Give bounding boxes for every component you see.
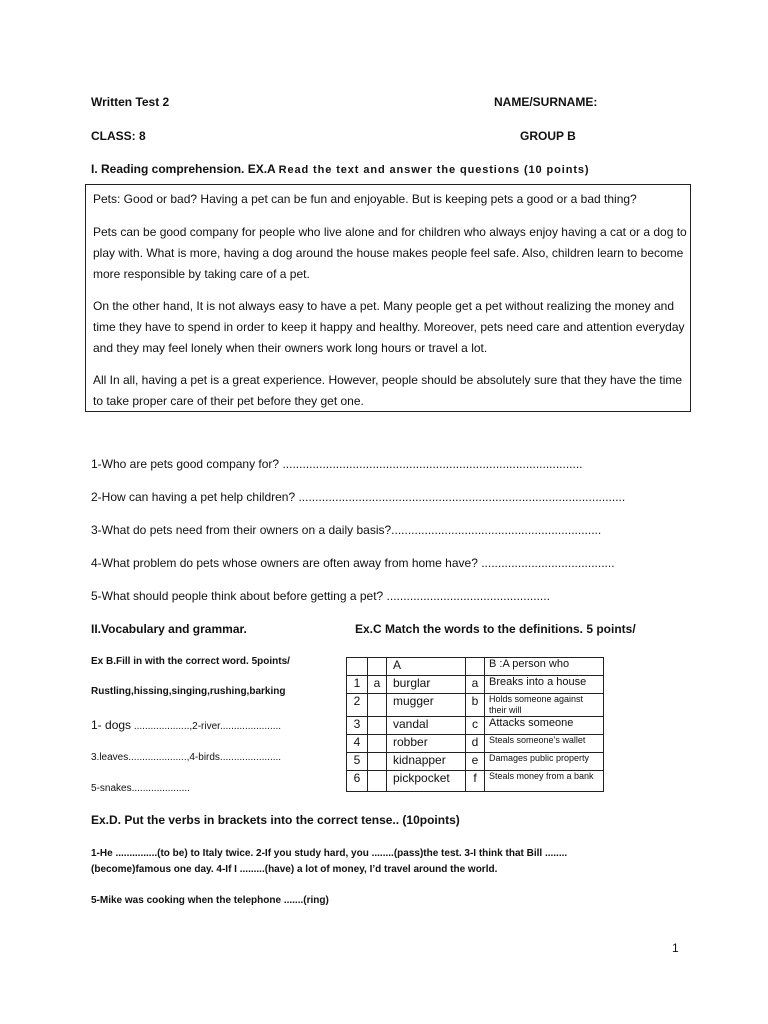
table-row — [347, 676, 604, 694]
question-3: 3-What do pets need from their owners on a daily basis?............................................................... — [91, 523, 602, 537]
question-5: 5-What should people think about before getting a pet? ................................................. — [91, 589, 550, 603]
answer-cell — [368, 694, 387, 717]
definition-letter: e — [466, 753, 485, 771]
row-number: 4 — [347, 735, 368, 753]
answer-cell — [368, 717, 387, 735]
reading-heading-main: I. Reading comprehension. EX.A — [91, 162, 279, 176]
definition-letter: f — [466, 771, 485, 792]
reading-heading-instruction: Read the text and answer the questions (10 points) — [278, 164, 590, 176]
definition-cell: Holds someone against their will — [485, 694, 604, 717]
reading-paragraph-2: On the other hand, It is not always easy to have a pet. Many people get a pet without realizing the money and time they have to spend in order to keep it happy and healthy. Moreover, pets need care and attention everyday and they may feel lonely when their owners work long hours or travel a lot. — [93, 299, 685, 355]
definition-letter: c — [466, 717, 485, 735]
question-1: 1-Who are pets good company for? .......................................................................................... — [91, 457, 583, 471]
header-empty-cell — [368, 658, 387, 676]
column-b-header: B :A person who — [485, 658, 604, 676]
definition-cell: Breaks into a house — [485, 676, 604, 694]
question-4: 4-What problem do pets whose owners are often away from home have? ........................................ — [91, 556, 615, 570]
definition-cell: Damages public property — [485, 753, 604, 771]
matching-table-header — [347, 658, 604, 676]
class-label: CLASS: 8 — [91, 129, 146, 143]
word-cell: burglar — [387, 676, 466, 694]
fill-item-blanks: ....................,2-river...................... — [131, 721, 282, 732]
header-empty-cell — [347, 658, 368, 676]
exercise-d-line-2: (become)famous one day. 4-If I .........(have) a lot of money, I’d travel around the world. — [91, 864, 498, 875]
word-cell: vandal — [387, 717, 466, 735]
exercise-c-heading: Ex.C Match the words to the definitions. 5 points/ — [355, 622, 636, 636]
question-2: 2-How can having a pet help children? .................................................................................................. — [91, 490, 626, 504]
exercise-d-line-3: 5-Mike was cooking when the telephone .......(ring) — [91, 895, 329, 906]
row-number: 5 — [347, 753, 368, 771]
vocab-grammar-heading: II.Vocabulary and grammar. — [91, 622, 247, 636]
fill-item-5: 5-snakes..................... — [91, 783, 190, 794]
group-label: GROUP B — [520, 129, 576, 143]
table-row — [347, 771, 604, 792]
row-number: 1 — [347, 676, 368, 694]
reading-paragraph-1: Pets can be good company for people who live alone and for children who always enjoy having a cat or a dog to play with. What is more, having a dog around the house makes people feel safe. Also, children learn to become more responsible by taking care of a pet. — [93, 225, 687, 281]
word-cell: robber — [387, 735, 466, 753]
word-cell: pickpocket — [387, 771, 466, 792]
reading-heading — [91, 160, 589, 178]
word-cell: kidnapper — [387, 753, 466, 771]
answer-cell — [368, 735, 387, 753]
definition-letter: a — [466, 676, 485, 694]
row-number: 6 — [347, 771, 368, 792]
definition-cell: Steals someone’s wallet — [485, 735, 604, 753]
column-a-header: A — [387, 658, 466, 676]
reading-title-line: Pets: Good or bad? Having a pet can be fun and enjoyable. But is keeping pets a good or a bad thing? — [93, 192, 637, 206]
fill-item-prefix: 1- — [91, 718, 106, 732]
table-row — [347, 753, 604, 771]
matching-table — [346, 657, 604, 792]
fill-item-3-4: 3.leaves.....................,4-birds...................... — [91, 752, 282, 763]
definition-cell: Steals money from a bank — [485, 771, 604, 792]
answer-cell — [368, 753, 387, 771]
page-number: 1 — [672, 941, 679, 955]
header-empty-cell — [466, 658, 485, 676]
test-title: Written Test 2 — [91, 95, 170, 109]
exercise-d-line-1: 1-He ...............(to be) to Italy twice. 2-If you study hard, you ........(pass)the test. 3-I think that Bill ........ — [91, 848, 568, 859]
definition-letter: b — [466, 694, 485, 717]
table-row — [347, 717, 604, 735]
exercise-d-heading: Ex.D. Put the verbs in brackets into the correct tense.. (10points) — [91, 813, 460, 827]
fill-item-1-2 — [91, 718, 281, 732]
name-surname-label: NAME/SURNAME: — [494, 95, 598, 109]
definition-cell: Attacks someone — [485, 717, 604, 735]
row-number: 3 — [347, 717, 368, 735]
answer-cell — [368, 771, 387, 792]
word-cell: mugger — [387, 694, 466, 717]
reading-paragraph-3: All In all, having a pet is a great experience. However, people should be absolutely sure that they have the time to take proper care of their pet before they get one. — [93, 373, 683, 408]
exercise-b-heading: Ex B.Fill in with the correct word. 5points/ — [91, 656, 290, 667]
word-bank: Rustling,hissing,singing,rushing,barking — [91, 686, 286, 697]
row-number: 2 — [347, 694, 368, 717]
table-row — [347, 735, 604, 753]
fill-item-example-word: dogs — [105, 718, 132, 732]
answer-cell: a — [368, 676, 387, 694]
definition-letter: d — [466, 735, 485, 753]
table-row — [347, 694, 604, 717]
